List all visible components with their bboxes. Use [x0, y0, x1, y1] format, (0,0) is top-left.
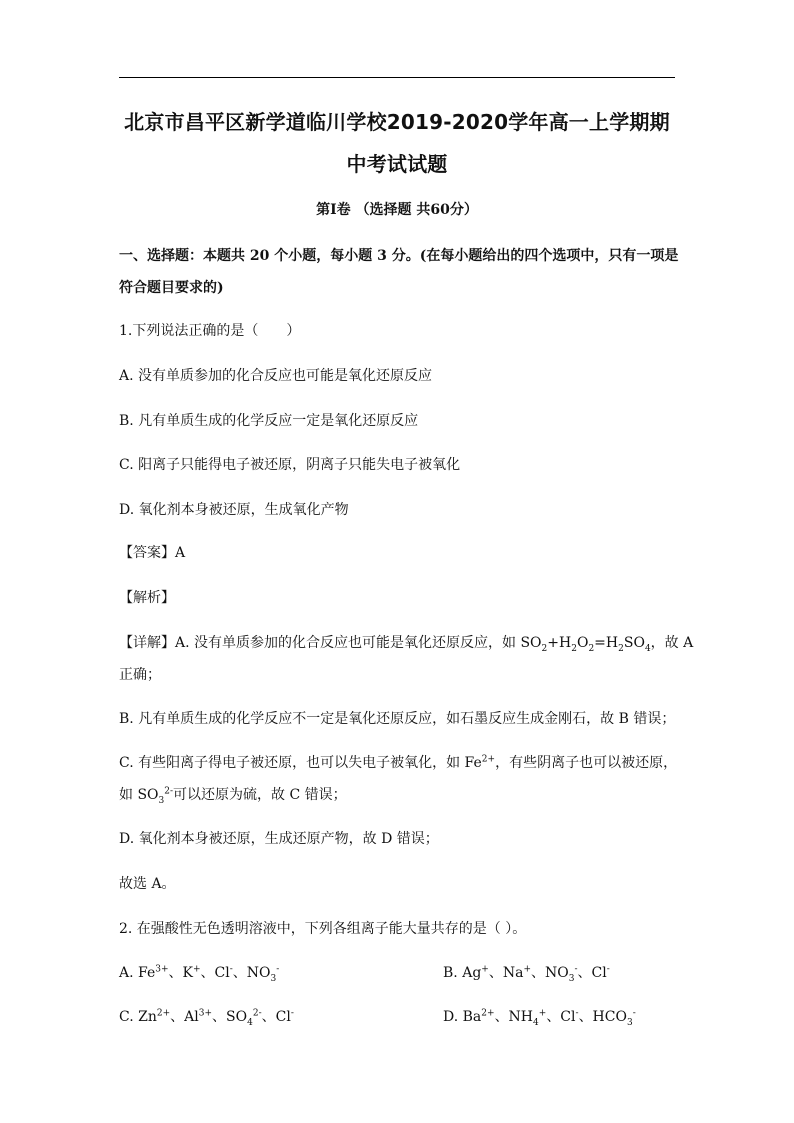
q1-analysis-label: 【解析】	[119, 590, 175, 606]
doc-title-line-1: 北京市昌平区新学道临川学校2019-2020学年高一上学期期	[124, 110, 670, 134]
q1-detail-c-line-1: C. 有些阳离子得电子被还原，也可以失电子被氧化，如 $Fe^{2+}$，有些阴离子也可以被还原，	[119, 754, 678, 771]
q1-detail-c-line-2: 如 $SO_3^{2-}$可以还原为硫，故 C 错误；	[119, 786, 347, 806]
q1-option-a: A. 没有单质参加的化合反应也可能是氧化还原反应	[119, 368, 433, 384]
q1-detail-b: B. 凡有单质生成的化学反应不一定是氧化还原反应，如石墨反应生成金刚石，故 B 错误；	[119, 711, 676, 727]
q1-answer: 【答案】A	[119, 545, 186, 561]
q2-stem: 2. 在强酸性无色透明溶液中，下列各组离子能大量共存的是（ ）。	[119, 921, 527, 937]
q1-option-d: D. 氧化剂本身被还原，生成氧化产物	[119, 502, 349, 518]
q1-detail-d: D. 氧化剂本身被还原，生成还原产物，故 D 错误；	[119, 831, 439, 847]
q2-option-d: D. $Ba^{2+}$、$NH_4^+$、Cl-、$HCO_3^-$	[443, 1008, 636, 1028]
section-header-line-2: 符合题目要求的)	[119, 280, 224, 296]
q2-option-c: C. $Zn^{2+}$、$Al^{3+}$、$SO_4^{2-}$、Cl-	[119, 1008, 294, 1028]
q1-detail-a: 【详解】A. 没有单质参加的化合反应也可能是氧化还原反应，如 $SO_2+H_2O_2=H_2SO_4$，故 A	[119, 635, 694, 654]
q1-option-b: B. 凡有单质生成的化学反应一定是氧化还原反应	[119, 413, 419, 429]
section-header-line-1: 一、选择题：本题共 20 个小题，每小题 3 分。(在每小题给出的四个选项中，只有一项是	[119, 248, 679, 264]
doc-title-line-2: 中考试试题	[346, 152, 448, 176]
q2-option-a: A. $Fe^{3+}$、K+、Cl-、$NO_3^-$	[119, 964, 280, 984]
q1-conclusion: 故选 A。	[119, 876, 176, 892]
q1-detail-a-cont: 正确；	[119, 667, 161, 683]
q2-option-b: B. Ag+、Na+、$NO_3^-$、Cl-	[443, 964, 610, 984]
q1-stem: 1.下列说法正确的是（ ）	[119, 323, 301, 339]
q1-option-c: C. 阳离子只能得电子被还原，阴离子只能失电子被氧化	[119, 457, 461, 473]
header-rule	[119, 77, 675, 78]
volume-heading: 第I卷 （选择题 共60分）	[316, 202, 478, 218]
